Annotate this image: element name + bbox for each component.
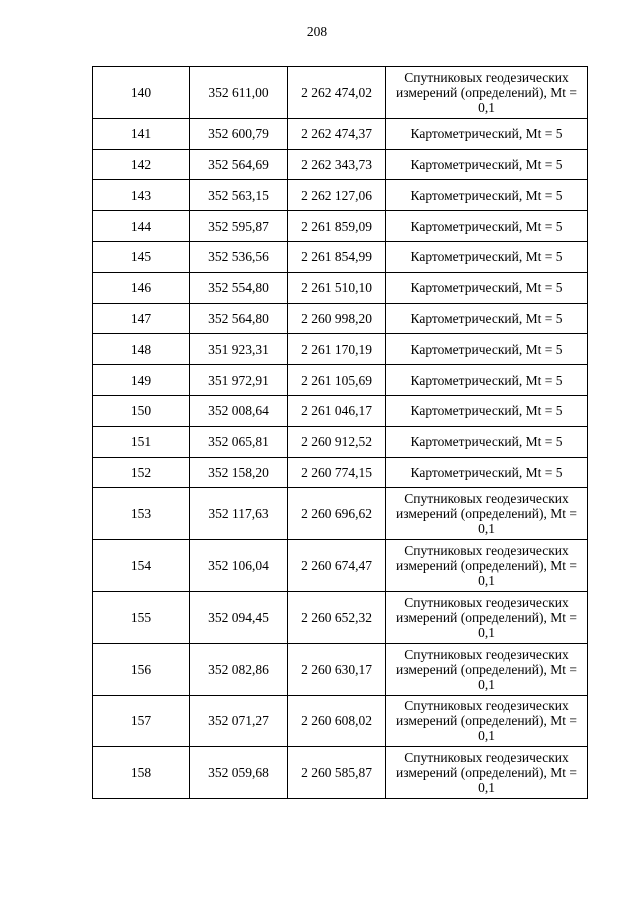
- point-number-cell: 158: [93, 747, 190, 799]
- method-cell: Спутниковых геодезических измерений (определений), Mt = 0,1: [386, 67, 588, 119]
- method-cell: Картометрический, Mt = 5: [386, 211, 588, 242]
- x-coordinate-cell: 352 094,45: [190, 591, 288, 643]
- x-coordinate-cell: 352 595,87: [190, 211, 288, 242]
- table-row: [93, 426, 588, 457]
- x-coordinate-cell: 352 611,00: [190, 67, 288, 119]
- point-number-cell: 153: [93, 488, 190, 540]
- x-coordinate-cell: 352 600,79: [190, 118, 288, 149]
- table-row: [93, 211, 588, 242]
- y-coordinate-cell: 2 260 608,02: [288, 695, 386, 747]
- method-cell: Картометрический, Mt = 5: [386, 395, 588, 426]
- method-cell: Картометрический, Mt = 5: [386, 272, 588, 303]
- table-row: [93, 488, 588, 540]
- y-coordinate-cell: 2 261 105,69: [288, 365, 386, 396]
- table-row: [93, 149, 588, 180]
- x-coordinate-cell: 352 536,56: [190, 241, 288, 272]
- table-row: [93, 747, 588, 799]
- table-row: [93, 241, 588, 272]
- x-coordinate-cell: 352 106,04: [190, 540, 288, 592]
- point-number-cell: 146: [93, 272, 190, 303]
- method-cell: Спутниковых геодезических измерений (определений), Mt = 0,1: [386, 695, 588, 747]
- method-cell: Спутниковых геодезических измерений (определений), Mt = 0,1: [386, 643, 588, 695]
- table-row: [93, 540, 588, 592]
- point-number-cell: 149: [93, 365, 190, 396]
- point-number-cell: 156: [93, 643, 190, 695]
- method-cell: Картометрический, Mt = 5: [386, 365, 588, 396]
- x-coordinate-cell: 351 972,91: [190, 365, 288, 396]
- method-cell: Картометрический, Mt = 5: [386, 118, 588, 149]
- x-coordinate-cell: 352 071,27: [190, 695, 288, 747]
- method-cell: Картометрический, Mt = 5: [386, 241, 588, 272]
- point-number-cell: 143: [93, 180, 190, 211]
- y-coordinate-cell: 2 260 696,62: [288, 488, 386, 540]
- x-coordinate-cell: 352 554,80: [190, 272, 288, 303]
- y-coordinate-cell: 2 262 127,06: [288, 180, 386, 211]
- method-cell: Картометрический, Mt = 5: [386, 426, 588, 457]
- table-row: [93, 118, 588, 149]
- point-number-cell: 150: [93, 395, 190, 426]
- y-coordinate-cell: 2 260 998,20: [288, 303, 386, 334]
- y-coordinate-cell: 2 262 474,37: [288, 118, 386, 149]
- y-coordinate-cell: 2 262 343,73: [288, 149, 386, 180]
- table-row: [93, 695, 588, 747]
- table-row: [93, 67, 588, 119]
- table-row: [93, 272, 588, 303]
- x-coordinate-cell: 352 564,80: [190, 303, 288, 334]
- method-cell: Картометрический, Mt = 5: [386, 180, 588, 211]
- method-cell: Спутниковых геодезических измерений (определений), Mt = 0,1: [386, 747, 588, 799]
- page-number: 208: [306, 24, 328, 39]
- point-number-cell: 151: [93, 426, 190, 457]
- method-cell: Спутниковых геодезических измерений (определений), Mt = 0,1: [386, 591, 588, 643]
- method-cell: Картометрический, Mt = 5: [386, 334, 588, 365]
- y-coordinate-cell: 2 260 674,47: [288, 540, 386, 592]
- point-number-cell: 144: [93, 211, 190, 242]
- method-cell: Картометрический, Mt = 5: [386, 149, 588, 180]
- y-coordinate-cell: 2 261 510,10: [288, 272, 386, 303]
- y-coordinate-cell: 2 261 170,19: [288, 334, 386, 365]
- coordinates-table: [92, 66, 588, 799]
- method-cell: Картометрический, Mt = 5: [386, 303, 588, 334]
- point-number-cell: 148: [93, 334, 190, 365]
- x-coordinate-cell: 352 065,81: [190, 426, 288, 457]
- table-row: [93, 334, 588, 365]
- point-number-cell: 152: [93, 457, 190, 488]
- table-row: [93, 591, 588, 643]
- y-coordinate-cell: 2 260 912,52: [288, 426, 386, 457]
- table-row: [93, 395, 588, 426]
- point-number-cell: 141: [93, 118, 190, 149]
- point-number-cell: 142: [93, 149, 190, 180]
- y-coordinate-cell: 2 260 630,17: [288, 643, 386, 695]
- x-coordinate-cell: 352 008,64: [190, 395, 288, 426]
- y-coordinate-cell: 2 260 585,87: [288, 747, 386, 799]
- x-coordinate-cell: 352 059,68: [190, 747, 288, 799]
- table-row: [93, 180, 588, 211]
- x-coordinate-cell: 352 564,69: [190, 149, 288, 180]
- point-number-cell: 140: [93, 67, 190, 119]
- point-number-cell: 155: [93, 591, 190, 643]
- table-row: [93, 457, 588, 488]
- y-coordinate-cell: 2 260 774,15: [288, 457, 386, 488]
- point-number-cell: 157: [93, 695, 190, 747]
- y-coordinate-cell: 2 261 859,09: [288, 211, 386, 242]
- y-coordinate-cell: 2 262 474,02: [288, 67, 386, 119]
- y-coordinate-cell: 2 261 046,17: [288, 395, 386, 426]
- table-row: [93, 643, 588, 695]
- point-number-cell: 154: [93, 540, 190, 592]
- method-cell: Картометрический, Mt = 5: [386, 457, 588, 488]
- method-cell: Спутниковых геодезических измерений (определений), Mt = 0,1: [386, 488, 588, 540]
- method-cell: Спутниковых геодезических измерений (определений), Mt = 0,1: [386, 540, 588, 592]
- x-coordinate-cell: 352 082,86: [190, 643, 288, 695]
- y-coordinate-cell: 2 261 854,99: [288, 241, 386, 272]
- x-coordinate-cell: 351 923,31: [190, 334, 288, 365]
- x-coordinate-cell: 352 158,20: [190, 457, 288, 488]
- y-coordinate-cell: 2 260 652,32: [288, 591, 386, 643]
- point-number-cell: 147: [93, 303, 190, 334]
- x-coordinate-cell: 352 563,15: [190, 180, 288, 211]
- point-number-cell: 145: [93, 241, 190, 272]
- x-coordinate-cell: 352 117,63: [190, 488, 288, 540]
- table-row: [93, 365, 588, 396]
- table-row: [93, 303, 588, 334]
